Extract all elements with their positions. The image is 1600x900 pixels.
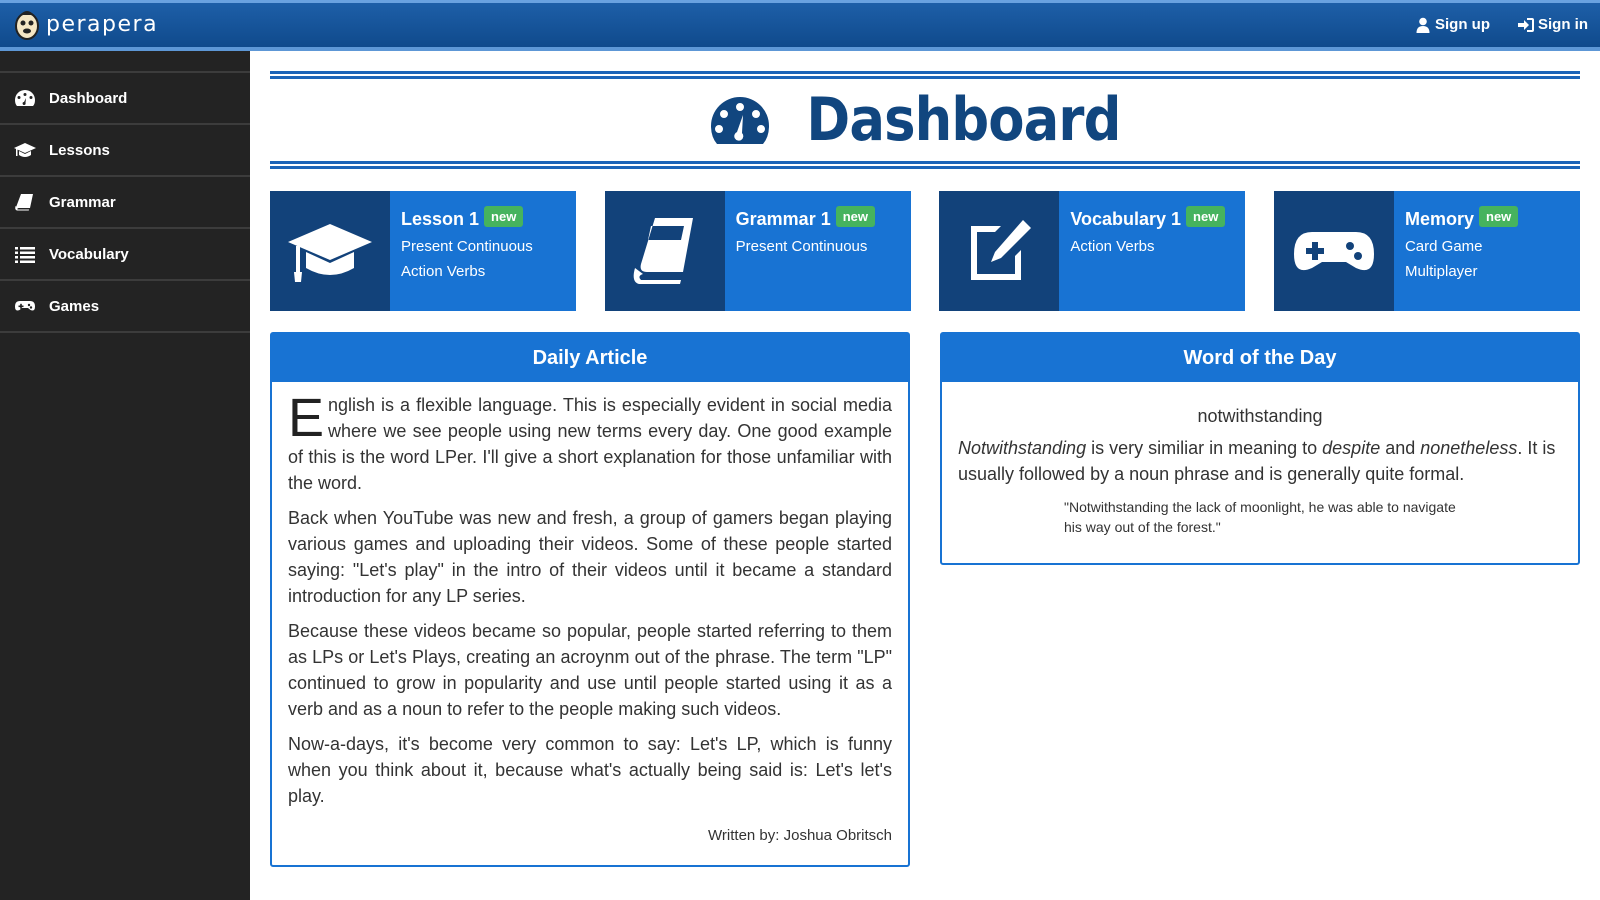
sidebar-item-lessons[interactable] xyxy=(0,125,250,177)
article-paragraph: Now-a-days, it's become very common to say: Let's LP, which is funny when you think about it, because what's actually being said is: Let's let's play. xyxy=(288,734,892,806)
user-icon xyxy=(1415,17,1431,33)
dashboard-icon xyxy=(709,95,771,145)
signup-label: Sign up xyxy=(1435,16,1490,33)
wotd-word: notwithstanding xyxy=(1197,406,1323,426)
sidebar-item-grammar[interactable] xyxy=(0,177,250,229)
card-title: Lesson 1 xyxy=(401,209,480,229)
new-badge: new xyxy=(484,206,523,227)
card-subtitle: Present Continuous xyxy=(401,238,533,255)
signup-link[interactable] xyxy=(1415,16,1490,33)
sidebar xyxy=(0,51,250,900)
sidebar-item-label: Lessons xyxy=(49,141,110,159)
brand-name: perapera xyxy=(46,11,159,37)
sidebar-item-label: Grammar xyxy=(49,193,116,211)
card-grammar[interactable] xyxy=(605,191,911,311)
new-badge: new xyxy=(1479,206,1518,227)
article-paragraph: Back when YouTube was new and fresh, a group of gamers began playing various games and uploading their videos. Some of these people started saying: "Let's play" in the intro of their videos until it became a standard introduction for any LP series. xyxy=(288,508,892,606)
daily-article-panel xyxy=(270,332,910,867)
card-title: Memory xyxy=(1404,209,1474,229)
article-body xyxy=(272,382,908,865)
card-lesson[interactable] xyxy=(270,191,576,311)
list-icon xyxy=(14,245,36,263)
article-paragraph: Because these videos became so popular, people started referring to them as LPs or Let's Plays, creating an acroynm out of the phrase. The term "LP" continued to grow in popularity and use until people started using it as a verb and as a noun to refer to the people making such videos. xyxy=(288,621,892,719)
sidebar-item-label: Vocabulary xyxy=(49,245,129,263)
card-subtitle: Action Verbs xyxy=(401,263,486,280)
page-title: Dashboard xyxy=(805,85,1121,155)
sidebar-item-dashboard[interactable] xyxy=(0,73,250,125)
word-of-the-day-panel xyxy=(940,332,1580,565)
card-subtitle: Present Continuous xyxy=(735,238,868,255)
mascot-logo-icon xyxy=(14,7,40,41)
signin-label: Sign in xyxy=(1538,16,1588,33)
title-divider-bottom xyxy=(270,161,1580,169)
sign-in-icon xyxy=(1518,17,1534,33)
card-subtitle: Card Game xyxy=(1404,238,1483,255)
article-paragraph: English is a flexible language. This is especially evident in social media where we see people using new terms every day. One good example of this is the word LPer. I'll give a short explanation for those unfamiliar with the word. xyxy=(288,388,892,493)
dashboard-icon xyxy=(14,89,36,107)
panels-row xyxy=(270,332,1580,867)
main-content xyxy=(270,51,1580,867)
drop-cap: E xyxy=(288,388,325,448)
graduation-cap-icon xyxy=(14,141,36,159)
top-navbar xyxy=(0,0,1600,51)
gamepad-icon xyxy=(1292,216,1376,286)
card-memory[interactable] xyxy=(1274,191,1580,311)
sidebar-item-label: Games xyxy=(49,297,100,315)
title-divider-top xyxy=(270,71,1580,79)
card-title: Grammar 1 xyxy=(735,209,831,229)
panel-header: Word of the Day xyxy=(942,334,1578,382)
book-icon xyxy=(623,216,707,286)
new-badge: new xyxy=(1186,206,1225,227)
page-title-row xyxy=(270,79,1580,161)
card-title: Vocabulary 1 xyxy=(1070,209,1182,229)
sidebar-item-label: Dashboard xyxy=(49,89,128,107)
sidebar-item-vocabulary[interactable] xyxy=(0,229,250,281)
card-subtitle: Multiplayer xyxy=(1404,263,1478,280)
wotd-example: "Notwithstanding the lack of moonlight, he was able to navigate his way out of the forest." xyxy=(1064,499,1456,535)
edit-icon xyxy=(957,216,1041,286)
card-subtitle: Action Verbs xyxy=(1070,238,1155,255)
signin-link[interactable] xyxy=(1518,16,1588,33)
wotd-definition: Notwithstanding is very similiar in meaning to despite and nonetheless. It is usually followed by a noun phrase and is generally quite formal. xyxy=(958,438,1556,484)
brand[interactable] xyxy=(14,7,158,41)
sidebar-item-games[interactable] xyxy=(0,281,250,333)
book-icon xyxy=(14,193,36,211)
feature-cards xyxy=(270,191,1580,311)
new-badge: new xyxy=(836,206,875,227)
card-vocabulary[interactable] xyxy=(939,191,1245,311)
graduation-cap-icon xyxy=(288,216,372,286)
panel-header: Daily Article xyxy=(272,334,908,382)
article-byline: Written by: Joshua Obritsch xyxy=(708,827,892,844)
gamepad-icon xyxy=(14,297,36,315)
